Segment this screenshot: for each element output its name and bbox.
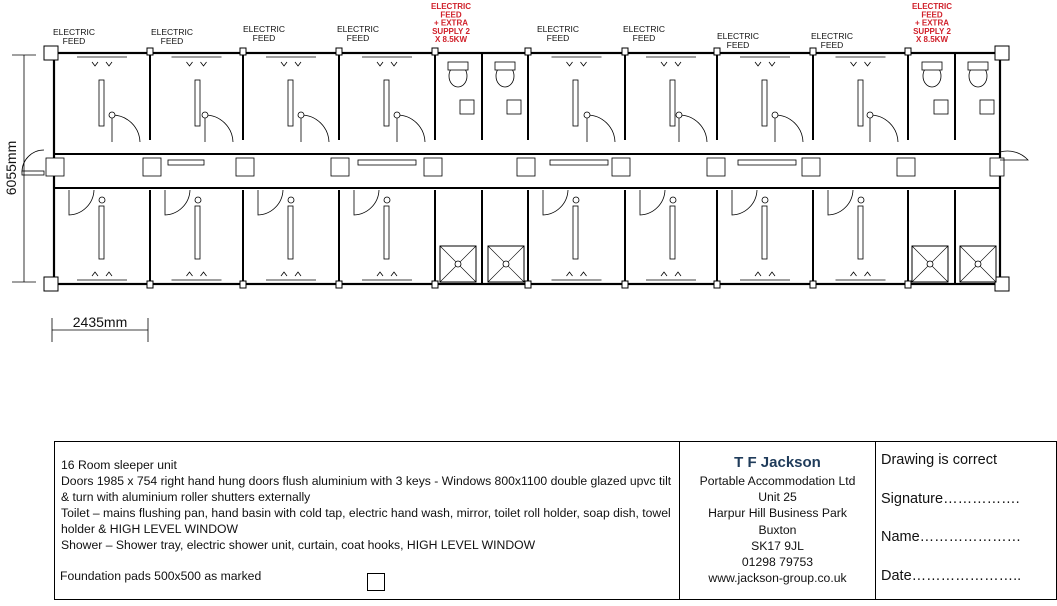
heater-icon [92, 62, 112, 66]
corner-post [44, 46, 58, 60]
wall-post [147, 48, 153, 55]
wall-post [240, 281, 246, 288]
approval-panel [875, 441, 1057, 600]
spec-doors: Doors 1985 x 754 right hand hung doors flush aluminium with 3 keys - Windows 800x1100 double glazed upvc tilt & turn with aluminium roller shutters externally [61, 473, 673, 505]
heater-icon [851, 272, 871, 276]
electric-feed-label: FEED [347, 33, 370, 43]
hand-basin [980, 100, 994, 114]
approval-correct: Drawing is correct [881, 452, 1056, 491]
electric-feed-extra-label: X 8.5KW [916, 35, 948, 44]
door-swing [828, 190, 853, 215]
heater-icon [755, 272, 775, 276]
hand-basin [934, 100, 948, 114]
electric-feed-extra-label: + EXTRA [915, 19, 949, 28]
company-line: 01298 79753 [680, 554, 875, 570]
dimension-width-label: 2435mm [73, 314, 127, 330]
spec-toilet: Toilet – mains flushing pan, hand basin with cold tap, electric hand wash, mirror, toilet roll holder, soap dish, towel holder & HIGH LEVEL WINDOW [61, 505, 673, 537]
corner-post [995, 46, 1009, 60]
wall-post [810, 281, 816, 288]
shower-drain [975, 261, 981, 267]
door-handle [298, 112, 304, 118]
heater-icon [851, 62, 871, 66]
door-swing [870, 115, 898, 142]
heater-icon [567, 62, 587, 66]
electric-feed-extra-label: FEED [440, 10, 462, 19]
electric-feed-label: FEED [253, 33, 276, 43]
electric-feed-label: ELECTRIC [811, 31, 853, 41]
wardrobe [670, 206, 675, 259]
door-handle [676, 112, 682, 118]
wall-post [905, 281, 911, 288]
door-swing [258, 190, 283, 215]
wardrobe [573, 206, 578, 259]
wardrobe [573, 80, 578, 126]
door-handle [762, 197, 768, 203]
foundation-pad [517, 158, 535, 176]
electric-feed-label: ELECTRIC [623, 24, 665, 34]
door-swing [397, 115, 425, 142]
foundation-pad-symbol [367, 573, 385, 591]
foundation-pad [990, 158, 1004, 176]
spec-title: 16 Room sleeper unit [61, 457, 673, 473]
door-swing [543, 190, 568, 215]
wall-post [714, 281, 720, 288]
hand-basin [507, 100, 521, 114]
electric-feed-label: FEED [161, 36, 184, 46]
company-line: Buxton [680, 522, 875, 538]
electric-feed-label: FEED [727, 40, 750, 50]
wall-post [147, 281, 153, 288]
heater-icon [92, 272, 112, 276]
corridor-light [358, 160, 416, 165]
door-swing [354, 190, 379, 215]
foundation-pad [331, 158, 349, 176]
door-swing [640, 190, 665, 215]
wardrobe [99, 80, 104, 126]
electric-feed-extra-label: ELECTRIC [431, 2, 471, 11]
foundation-pad [612, 158, 630, 176]
electric-feed-label: ELECTRIC [337, 24, 379, 34]
foundation-note: Foundation pads 500x500 as marked [60, 569, 261, 583]
electric-feed-extra-label: SUPPLY 2 [432, 27, 470, 36]
electric-feed-label: ELECTRIC [717, 31, 759, 41]
corridor-light [550, 160, 608, 165]
foundation-pad [236, 158, 254, 176]
door-swing [165, 190, 190, 215]
foundation-pad [424, 158, 442, 176]
company-website: www.jackson-group.co.uk [680, 570, 875, 586]
door-handle [772, 112, 778, 118]
dimension-height-label: 6055mm [3, 141, 19, 195]
hand-basin [460, 100, 474, 114]
electric-feed-extra-label: ELECTRIC [912, 2, 952, 11]
foundation-pad [46, 158, 64, 176]
shower-drain [503, 261, 509, 267]
corridor-light [738, 160, 796, 165]
company-line: SK17 9JL [680, 538, 875, 554]
corridor-light [168, 160, 204, 165]
corner-post [995, 277, 1009, 291]
heater-icon [281, 62, 301, 66]
entrance-step [22, 171, 44, 175]
wall-post [714, 48, 720, 55]
electric-feed-label: FEED [547, 33, 570, 43]
wall-post [432, 48, 438, 55]
heater-icon [281, 272, 301, 276]
toilet-cistern [922, 62, 942, 70]
company-name: T F Jackson [680, 453, 875, 473]
wall-post [525, 48, 531, 55]
wardrobe [670, 80, 675, 126]
approval-signature: Signature……………. [881, 491, 1056, 530]
heater-icon [377, 62, 397, 66]
door-swing [205, 115, 233, 142]
wardrobe [288, 206, 293, 259]
corner-post [44, 277, 58, 291]
wall-post [336, 48, 342, 55]
door-handle [109, 112, 115, 118]
toilet-cistern [448, 62, 468, 70]
shower-drain [455, 261, 461, 267]
door-handle [195, 197, 201, 203]
electric-feed-label: ELECTRIC [53, 27, 95, 37]
electric-feed-extra-label: X 8.5KW [435, 35, 467, 44]
foundation-pad [707, 158, 725, 176]
wall-post [622, 281, 628, 288]
company-panel [679, 441, 876, 600]
door-swing [301, 115, 329, 142]
door-swing [679, 115, 707, 142]
company-line: Unit 25 [680, 489, 875, 505]
electric-feed-label: FEED [63, 36, 86, 46]
wardrobe [195, 206, 200, 259]
door-swing [69, 190, 94, 215]
wardrobe [762, 206, 767, 259]
heater-icon [755, 62, 775, 66]
heater-icon [377, 272, 397, 276]
electric-feed-label: FEED [821, 40, 844, 50]
wardrobe [288, 80, 293, 126]
electric-feed-label: FEED [633, 33, 656, 43]
wall-post [622, 48, 628, 55]
electric-feed-extra-label: + EXTRA [434, 19, 468, 28]
heater-icon [567, 272, 587, 276]
electric-feed-label: ELECTRIC [537, 24, 579, 34]
toilet-cistern [495, 62, 515, 70]
wardrobe [858, 80, 863, 126]
wall-post [336, 281, 342, 288]
door-swing [587, 115, 615, 142]
foundation-pad [897, 158, 915, 176]
door-handle [670, 197, 676, 203]
electric-feed-label: ELECTRIC [243, 24, 285, 34]
company-line: Portable Accommodation Ltd [680, 473, 875, 489]
door-handle [202, 112, 208, 118]
heater-icon [187, 272, 207, 276]
electric-feed-extra-label: SUPPLY 2 [913, 27, 951, 36]
wardrobe [762, 80, 767, 126]
electric-feed-label: ELECTRIC [151, 27, 193, 37]
approval-name: Name………………… [881, 529, 1056, 568]
heater-icon [661, 62, 681, 66]
company-line: Harpur Hill Business Park [680, 505, 875, 521]
foundation-pad [143, 158, 161, 176]
door-swing [112, 115, 140, 142]
door-handle [858, 197, 864, 203]
door-handle [584, 112, 590, 118]
door-handle [384, 197, 390, 203]
door-handle [288, 197, 294, 203]
approval-date: Date………………….. [881, 568, 1056, 606]
wardrobe [384, 206, 389, 259]
wardrobe [99, 206, 104, 259]
door-handle [394, 112, 400, 118]
toilet-cistern [968, 62, 988, 70]
wall-post [432, 281, 438, 288]
door-swing [732, 190, 757, 215]
wall-post [240, 48, 246, 55]
heater-icon [661, 272, 681, 276]
wall-post [810, 48, 816, 55]
shower-drain [927, 261, 933, 267]
wardrobe [384, 80, 389, 126]
entrance-door [22, 150, 44, 172]
door-handle [867, 112, 873, 118]
wardrobe [858, 206, 863, 259]
door-handle [573, 197, 579, 203]
heater-icon [187, 62, 207, 66]
foundation-pad [802, 158, 820, 176]
spec-shower: Shower – Shower tray, electric shower unit, curtain, coat hooks, HIGH LEVEL WINDOW [61, 537, 673, 553]
wall-post [525, 281, 531, 288]
door-swing [775, 115, 803, 142]
wall-post [905, 48, 911, 55]
wardrobe [195, 80, 200, 126]
door-handle [99, 197, 105, 203]
electric-feed-extra-label: FEED [921, 10, 943, 19]
